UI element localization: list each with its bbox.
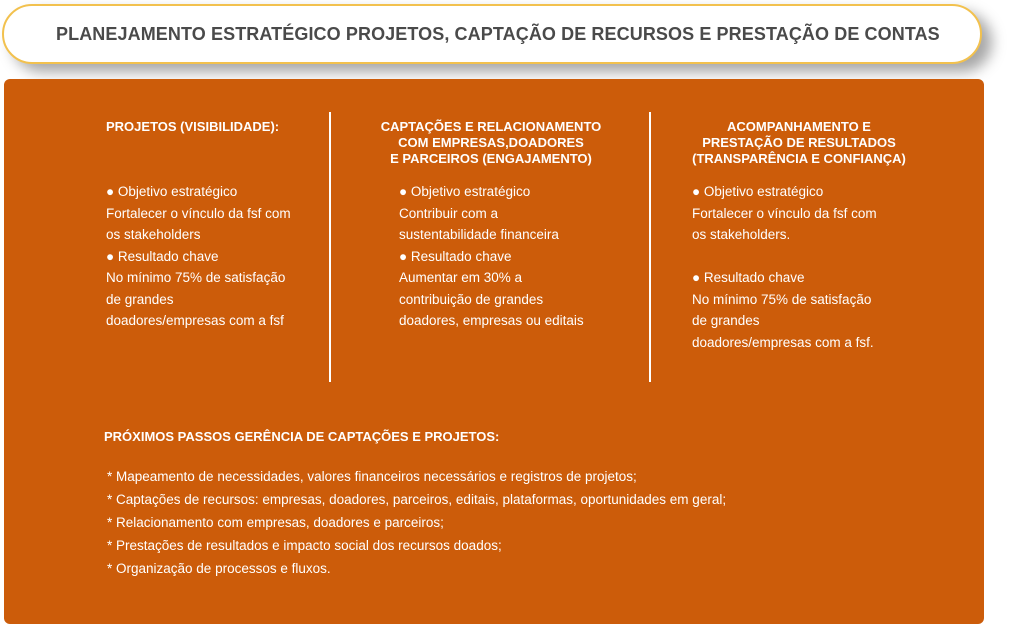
list-item: * Captações de recursos: empresas, doadores, parceiros, editais, plataformas, oportunidades em geral; [107,492,727,507]
heading-line: CAPTAÇÕES E RELACIONAMENTO [380,119,602,134]
heading-line: ACOMPANHAMENTO E [727,119,871,134]
objective-text: os stakeholders. [692,227,791,242]
list-item: * Prestações de resultados e impacto social dos recursos doados; [107,538,502,553]
key-result-text: No mínimo 75% de satisfação [692,291,872,307]
objective-label: ● Objetivo estratégico [692,184,824,199]
list-item: * Organização de processos e fluxos. [107,561,331,576]
key-result-text: doadores/empresas com a fsf. [692,334,874,350]
objective-text: sustentabilidade financeira [399,227,559,242]
objective-text: Contribuir com a [399,205,499,221]
page-title: PLANEJAMENTO ESTRATÉGICO PROJETOS, CAPTAÇÃO DE RECURSOS E PRESTAÇÃO DE CONTAS [56,23,940,44]
key-result-text: de grandes [692,313,760,328]
title-banner [2,4,982,64]
heading-line: COM EMPRESAS,DOADORES [398,135,584,150]
objective-text: Fortalecer o vínculo da fsf com [106,205,291,221]
key-result-text: contribuição de grandes [399,291,544,307]
list-item: * Mapeamento de necessidades, valores financeiros necessários e registros de projetos; [107,469,637,484]
key-result-text: doadores, empresas ou editais [399,313,584,328]
next-steps-heading: PRÓXIMOS PASSOS GERÊNCIA DE CAPTAÇÕES E PROJETOS: [104,429,500,444]
column-captacoes-heading [351,119,631,167]
column-projetos-body [106,181,291,332]
list-item: * Relacionamento com empresas, doadores e parceiros; [107,515,444,530]
next-steps-list [107,465,726,580]
key-result-text: de grandes [106,291,174,307]
objective-text: Fortalecer o vínculo da fsf com [692,205,877,221]
key-result-label: ● Resultado chave [692,270,805,285]
key-result-label: ● Resultado chave [399,248,512,264]
column-captacoes-body [399,181,584,332]
heading-line: (TRANSPARÊNCIA E CONFIANÇA) [692,151,906,166]
content-panel [4,79,984,624]
key-result-text: Aumentar em 30% a [399,270,523,285]
key-result-text: doadores/empresas com a fsf [106,313,284,328]
key-result-text: No mínimo 75% de satisfação [106,270,286,285]
spacer [692,246,877,268]
column-acompanhamento-heading [664,119,934,167]
objective-label: ● Objetivo estratégico [399,184,531,199]
objective-text: os stakeholders [106,227,201,242]
heading-line: E PARCEIROS (ENGAJAMENTO) [390,151,592,166]
column-divider [329,112,331,382]
column-divider [649,112,651,382]
column-projetos-heading [106,119,279,135]
key-result-label: ● Resultado chave [106,248,219,264]
heading-line: PROJETOS (VISIBILIDADE): [106,119,280,134]
heading-line: PRESTAÇÃO DE RESULTADOS [702,135,896,150]
column-acompanhamento-body [692,181,877,353]
objective-label: ● Objetivo estratégico [106,184,238,199]
